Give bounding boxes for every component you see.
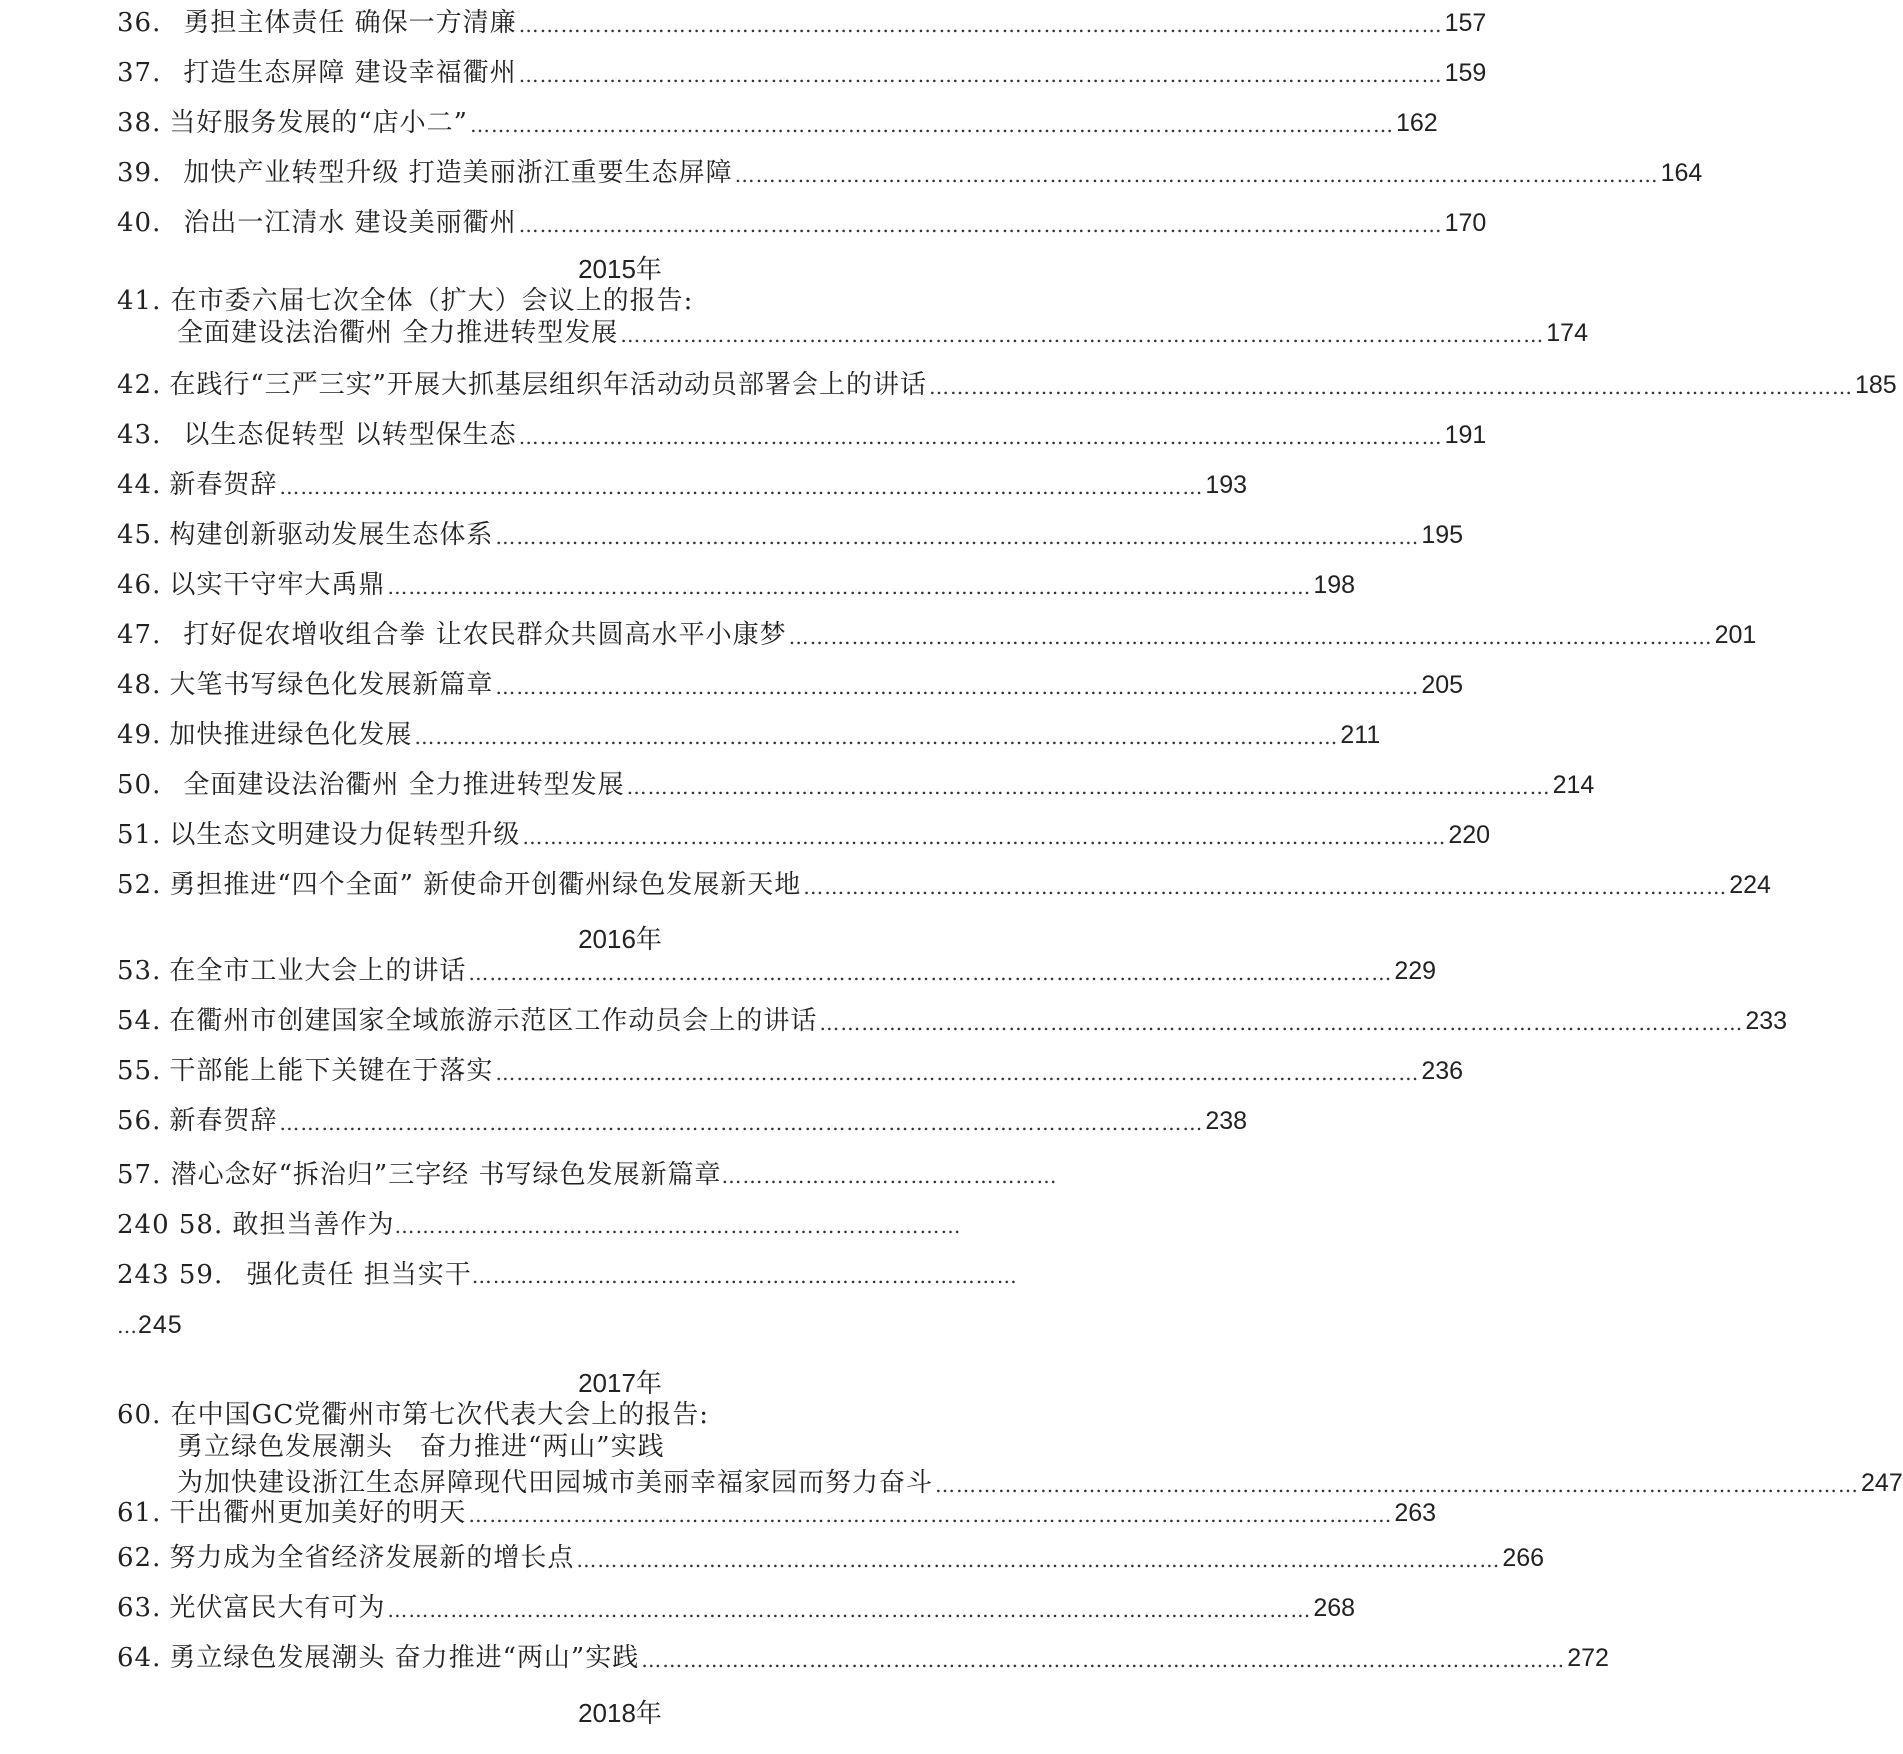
toc-entry: [117, 1490, 1437, 1530]
dot-leader: ……………………………………………………………………………………………………………………: [641, 1648, 1566, 1672]
entry-page: 224: [1729, 871, 1771, 899]
toc-entry: [117, 662, 1464, 702]
dot-leader: ……………………………………………………………………………………………………………………: [279, 1111, 1204, 1135]
entry-title: 努力成为全省经济发展新的增长点: [169, 1543, 575, 1573]
toc-entry: [117, 1535, 1545, 1575]
toc-entry: [117, 412, 1487, 452]
entry-number: 41.: [117, 286, 162, 316]
entry-number: 63.: [117, 1593, 162, 1623]
entry-number: 40.: [117, 208, 162, 238]
dot-leader: ……………………………………………………………………………………………………………………: [518, 13, 1443, 37]
dot-leader: ……………………………………………………………………………………………………………………: [468, 1503, 1393, 1527]
entry-title: 当好服务发展的“店小二”: [169, 108, 468, 138]
entry-title-line: 为加快建设浙江生态屏障现代田园城市美丽幸福家园而努力奋斗: [177, 1468, 934, 1498]
toc-entry: [117, 100, 1438, 140]
entry-page: 191: [1444, 421, 1487, 449]
year-heading: 2017年: [578, 1368, 662, 1398]
dot-leader: ……………………………………………………………………………………………………………………: [819, 1011, 1744, 1035]
entry-number: 37.: [117, 58, 162, 88]
entry-number: 64.: [117, 1643, 162, 1673]
entry-page: 185: [1854, 371, 1897, 399]
entry-number: 36.: [117, 8, 162, 38]
toc-entry: [117, 862, 1771, 902]
dot-leader: ……………………………………………………………………: [471, 1264, 1018, 1288]
dot-leader: ……………………………………………………………………………………………………………………: [734, 163, 1659, 187]
dot-leader: …………………………………………: [721, 1164, 1058, 1188]
dot-leader: ……………………………………………………………………………………………………………………: [495, 525, 1420, 549]
dot-leader: ……………………………………………………………………………………………………………………: [620, 323, 1545, 347]
entry-number: 52.: [117, 870, 162, 900]
entry-title: 打好促农增收组合拳 让农民群众共圆高水平小康梦: [183, 620, 787, 650]
dot-leader: ……………………………………………………………………………………………………………………: [626, 775, 1551, 799]
entry-page: 157: [1444, 9, 1487, 37]
entry-title: 全面建设法治衢州 全力推进转型发展: [183, 770, 625, 800]
entry-page: 236: [1421, 1057, 1464, 1085]
entry-title: 以生态文明建设力促转型升级: [169, 820, 521, 850]
entry-number: 43.: [117, 420, 162, 450]
entry-title: 加快推进绿色化发展: [169, 720, 413, 750]
entry-number: 50.: [117, 770, 162, 800]
year-heading: 2016年: [578, 924, 662, 954]
dot-leader: ……………………………………………………………………………………………………………………: [928, 375, 1853, 399]
toc-entry: [117, 462, 1248, 502]
dot-leader: ……………………………………………………………………………………………………………………: [518, 213, 1443, 237]
toc-entry-broken: [117, 1208, 962, 1243]
toc-entry: [117, 0, 1487, 40]
entry-page: 164: [1660, 159, 1703, 187]
entry-number: 53.: [117, 956, 162, 986]
entry-number: 60.: [117, 1400, 162, 1430]
toc-entry: [117, 50, 1487, 90]
toc-entry: [117, 612, 1757, 652]
dot-leader: ……………………………………………………………………………………………………………………: [495, 1061, 1420, 1085]
entry-page: 272: [1567, 1644, 1609, 1672]
entry-title: 治出一江清水 建设美丽衢州: [183, 208, 517, 238]
entry-number: 62.: [117, 1543, 162, 1573]
toc-entry: [117, 812, 1491, 852]
dot-leader: ……………………………………………………………………………………………………………………: [518, 425, 1443, 449]
entry-number: 42.: [117, 370, 162, 400]
entry-text: 57. 潜心念好“拆治归”三字经 书写绿色发展新篇章: [117, 1160, 722, 1190]
dot-leader: ……………………………………………………………………………………………………………………: [387, 1598, 1312, 1622]
entry-title: 在全市工业大会上的讲话: [169, 956, 467, 986]
entry-title-line: 在中国GC党衢州市第七次代表大会上的报告:: [170, 1400, 710, 1430]
dot-leader: ……………………………………………………………………………………………………………………: [522, 825, 1447, 849]
entry-title: 大笔书写绿色化发展新篇章: [169, 670, 494, 700]
year-heading: 2018年: [578, 1698, 662, 1728]
toc-entry: [117, 1098, 1248, 1138]
entry-number: 47.: [117, 620, 162, 650]
toc-entry-multiline: [117, 1398, 709, 1432]
entry-number: 38.: [117, 108, 162, 138]
toc-entry: [117, 948, 1437, 988]
entry-number: 61.: [117, 1498, 162, 1528]
toc-entry: [117, 562, 1356, 602]
dot-leader: ……………………………………………………………………………………………………………………: [495, 675, 1420, 699]
toc-entry: [117, 762, 1595, 802]
entry-page: 263: [1394, 1499, 1437, 1527]
entry-page: 229: [1394, 957, 1437, 985]
dot-leader: ……………………………………………………………………………………………………………………: [469, 113, 1394, 137]
entry-title: 干部能上能下关键在于落实: [169, 1056, 494, 1086]
entry-title: 在衢州市创建国家全域旅游示范区工作动员会上的讲话: [169, 1006, 818, 1036]
toc-entry-broken: [117, 1308, 183, 1343]
entry-title: 构建创新驱动发展生态体系: [169, 520, 494, 550]
entry-title: 勇担推进“四个全面” 新使命开创衢州绿色发展新天地: [169, 870, 802, 900]
entry-title: 打造生态屏障 建设幸福衢州: [183, 58, 517, 88]
entry-text: 240 58. 敢担当善作为: [117, 1210, 395, 1240]
entry-page: 211: [1340, 721, 1381, 749]
toc-entry: [117, 1635, 1609, 1675]
entry-number: 39.: [117, 158, 162, 188]
toc-entry-broken: [117, 1258, 1018, 1293]
entry-page: 245: [138, 1311, 183, 1339]
entry-page: 201: [1714, 621, 1757, 649]
entry-title-line: 全面建设法治衢州 全力推进转型发展: [177, 318, 619, 348]
entry-title: 新春贺辞: [169, 470, 278, 500]
entry-title: 干出衢州更加美好的明天: [169, 1498, 467, 1528]
toc-entry-broken: [117, 1158, 1057, 1193]
entry-page: 266: [1502, 1544, 1545, 1572]
entry-page: 205: [1421, 671, 1464, 699]
entry-page: 220: [1448, 821, 1491, 849]
dot-leader: ……………………………………………………………………………………………………………………: [935, 1473, 1860, 1497]
toc-entry-continuation: [177, 310, 1588, 350]
entry-title: 以实干守牢大禹鼎: [169, 570, 386, 600]
entry-page: 268: [1313, 1594, 1356, 1622]
entry-number: 44.: [117, 470, 162, 500]
entry-title: 加快产业转型升级 打造美丽浙江重要生态屏障: [183, 158, 733, 188]
toc-entry: [117, 1585, 1356, 1625]
entry-title: 光伏富民大有可为: [169, 1593, 386, 1623]
entry-page: 198: [1313, 571, 1356, 599]
entry-title: 勇立绿色发展潮头 奋力推进“两山”实践: [169, 1643, 640, 1673]
toc-entry: [117, 200, 1487, 240]
entry-page: 238: [1205, 1107, 1248, 1135]
entry-page: 162: [1395, 109, 1438, 137]
dot-leader: ……………………………………………………………………………………………………………………: [803, 875, 1728, 899]
entry-page: 247: [1861, 1469, 1903, 1497]
dot-leader: ……………………………………………………………………………………………………………………: [788, 625, 1713, 649]
entry-number: 55.: [117, 1056, 162, 1086]
dot-leader: ……………………………………………………………………………………………………………………: [518, 63, 1443, 87]
toc-entry: [117, 998, 1788, 1038]
entry-page: 193: [1205, 471, 1248, 499]
dot-leader: ………………………………………………………………………: [394, 1214, 962, 1238]
entry-title: 勇担主体责任 确保一方清廉: [183, 8, 517, 38]
dot-leader: …: [117, 1314, 138, 1338]
entry-page: 174: [1546, 319, 1588, 347]
entry-page: 214: [1552, 771, 1595, 799]
year-heading: 2015年: [578, 254, 662, 284]
dot-leader: ……………………………………………………………………………………………………………………: [387, 575, 1312, 599]
entry-number: 48.: [117, 670, 162, 700]
entry-number: 45.: [117, 520, 162, 550]
toc-entry: [117, 512, 1464, 552]
toc-entry: [117, 1048, 1464, 1088]
dot-leader: ……………………………………………………………………………………………………………………: [576, 1548, 1501, 1572]
entry-title: 以生态促转型 以转型保生态: [183, 420, 517, 450]
entry-number: 54.: [117, 1006, 162, 1036]
entry-page: 233: [1745, 1007, 1788, 1035]
entry-number: 49.: [117, 720, 162, 750]
entry-title-line: 勇立绿色发展潮头 奋力推进“两山”实践: [177, 1432, 665, 1462]
entry-number: 243 59.: [117, 1260, 224, 1290]
entry-title: 强化责任 担当实干: [246, 1260, 472, 1290]
dot-leader: ……………………………………………………………………………………………………………………: [279, 475, 1204, 499]
entry-title-line: 在市委六届七次全体（扩大）会议上的报告:: [170, 286, 694, 316]
entry-number: 51.: [117, 820, 162, 850]
dot-leader: ……………………………………………………………………………………………………………………: [468, 961, 1393, 985]
toc-entry: [117, 712, 1381, 752]
entry-number: 46.: [117, 570, 162, 600]
entry-page: 159: [1444, 59, 1487, 87]
toc-entry: [117, 150, 1703, 190]
entry-page: 170: [1444, 209, 1487, 237]
dot-leader: ……………………………………………………………………………………………………………………: [414, 725, 1339, 749]
toc-entry: [117, 362, 1897, 402]
entry-number: 56.: [117, 1106, 162, 1136]
entry-title: 在践行“三严三实”开展大抓基层组织年活动动员部署会上的讲话: [169, 370, 927, 400]
entry-page: 195: [1421, 521, 1464, 549]
entry-title: 新春贺辞: [169, 1106, 278, 1136]
